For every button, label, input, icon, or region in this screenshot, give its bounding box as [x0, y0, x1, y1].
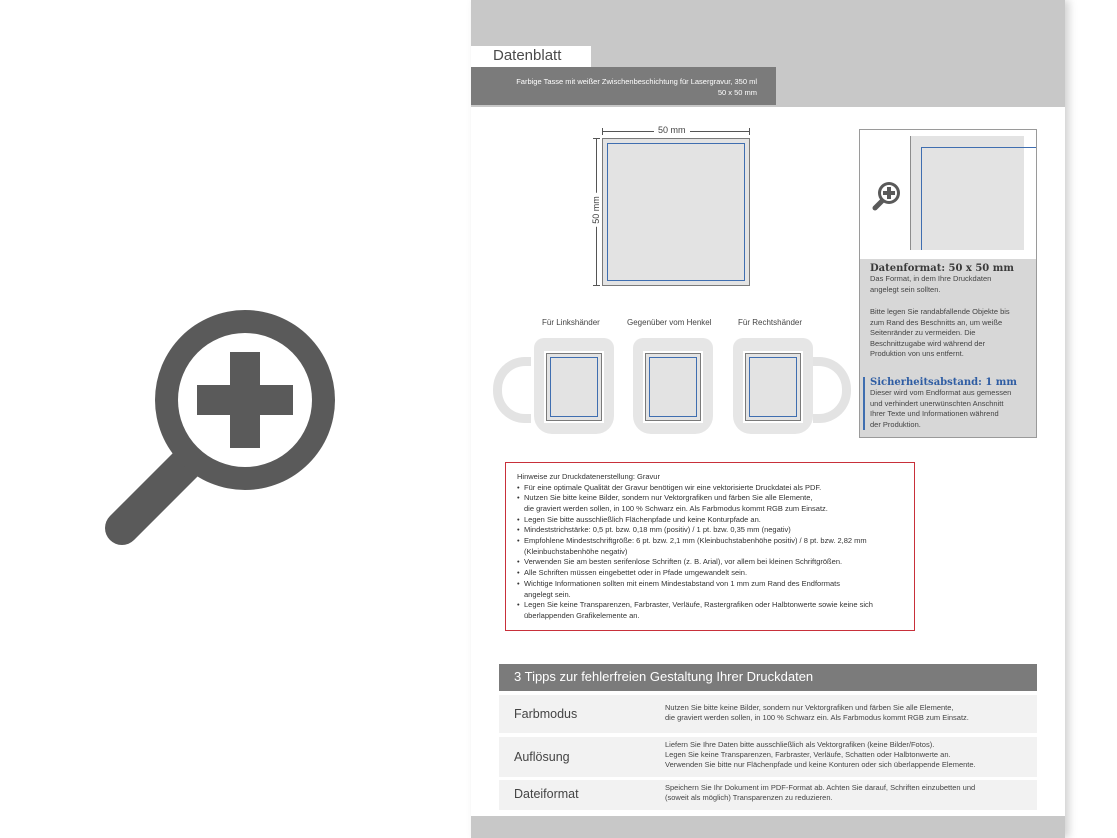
height-dimension-label: 50 mm [591, 193, 601, 227]
hint-item: • Verwenden Sie am besten serifenlose Schriften (z. B. Arial), vor allem bei kleinen Schriftgrößen. [517, 557, 906, 568]
engraving-hints-box [505, 462, 915, 631]
hint-item: • Alle Schriften müssen eingebettet oder in Pfade umgewandelt sein. [517, 568, 906, 579]
tip-label: Farbmodus [514, 707, 578, 721]
width-dimension-label: 50 mm [654, 125, 690, 135]
zoom-in-icon[interactable] [871, 178, 903, 212]
safety-margin-frame [607, 143, 745, 281]
format-corner-preview [860, 130, 1036, 259]
safety-body: Dieser wird vom Endformat aus gemessen und verhindert unerwünschten Anschnitt Ihrer Texte und Informationen während der Produktion. [870, 388, 1012, 429]
mug-print-area [544, 351, 604, 423]
mug-center-label: Gegenüber vom Henkel [627, 318, 712, 327]
hint-item: • Legen Sie bitte ausschließlich Flächenpfade und keine Konturpfade an. [517, 515, 906, 526]
format-heading: Datenformat: 50 x 50 mm [870, 263, 1014, 274]
format-info-panel [859, 129, 1037, 438]
mug-left-handed [534, 338, 614, 434]
tip-text: Nutzen Sie bitte keine Bilder, sondern nur Vektorgrafiken und färben Sie alle Elemente, die graviert werden sollen, in 100 % Schwarz ein. Als Farbmodus kommt RGB zum Einsatz. [665, 703, 969, 722]
tip-row-file-format [499, 780, 1037, 810]
hints-list [517, 483, 906, 622]
hint-item: • Legen Sie keine Transparenzen, Farbraster, Verläufe, Rastergrafiken oder Halbtonwerte sowie keine sich überlappenden Grafikelemente an. [517, 600, 906, 621]
mug-right-label: Für Rechtshänder [738, 318, 803, 327]
zoom-in-icon[interactable] [100, 290, 360, 550]
subtitle-line: 50 x 50 mm [717, 88, 757, 97]
hint-item: • Nutzen Sie bitte keine Bilder, sondern nur Vektorgrafiken und färben Sie alle Elemente, die graviert werden sollen, in 100 % Schwarz ein. Als Farbmodus kommt RGB zum Einsatz. [517, 493, 906, 514]
hint-item: • Empfohlene Mindestschriftgröße: 6 pt. bzw. 2,1 mm (Kleinbuchstabenhöhe positiv) / 8 pt. bzw. 2,82 mm (Kleinbuchstabenhöhe negativ) [517, 536, 906, 557]
page-title: Datenblatt [471, 46, 591, 67]
tip-row-resolution [499, 737, 1037, 777]
safety-heading: Sicherheitsabstand: 1 mm [870, 377, 1017, 388]
mug-print-area [643, 351, 703, 423]
product-subtitle [471, 67, 776, 105]
hint-item: • Für eine optimale Qualität der Gravur benötigen wir eine vektorisierte Druckdatei als PDF. [517, 483, 906, 494]
safety-distance-note [863, 377, 1031, 430]
mug-opposite-handle [633, 338, 713, 434]
tip-text: Speichern Sie Ihr Dokument im PDF-Format ab. Achten Sie darauf, Schriften einzubetten und (soweit als möglich) Transparenzen zu reduzieren. [665, 783, 976, 802]
format-body: Das Format, in dem Ihre Druckdaten angelegt sein sollten. [870, 274, 992, 294]
tip-row-color-mode [499, 695, 1037, 733]
mug-print-area [743, 351, 803, 423]
tips-header: 3 Tipps zur fehlerfreien Gestaltung Ihrer Druckdaten [499, 664, 1037, 691]
tip-label: Dateiformat [514, 787, 579, 801]
mug-left-label: Für Linkshänder [542, 318, 600, 327]
subtitle-line: Farbige Tasse mit weißer Zwischenbeschichtung für Lasergravur, 350 ml [516, 77, 757, 86]
hints-title: Hinweise zur Druckdatenerstellung: Gravur [517, 472, 660, 481]
bleed-body: Bitte legen Sie randabfallende Objekte bis zum Rand des Beschnitts an, um weiße Seitenränder zu vermeiden. Die Beschnittzugabe wird während der Produktion von uns entfernt. [870, 307, 1010, 358]
footer-band [471, 816, 1065, 838]
datasheet-page [471, 0, 1065, 838]
mug-handle-left [493, 357, 531, 423]
hint-item: • Wichtige Informationen sollten mit einem Mindestabstand von 1 mm zum Rand des Endformats angelegt sein. [517, 579, 906, 600]
mug-handle-right [813, 357, 851, 423]
print-format-area [602, 138, 750, 286]
mug-right-handed [733, 338, 813, 434]
format-description [870, 263, 1030, 360]
tip-text: Liefern Sie Ihre Daten bitte ausschließlich als Vektorgrafiken (keine Bilder/Fotos). Legen Sie keine Transparenzen, Farbraster, Verläufe, Schatten oder Halbtonwerte an. Verwenden Sie bitte nur Flächenpfade und keine Konturen oder sich überlappende Elemente. [665, 740, 976, 769]
tip-label: Auflösung [514, 750, 570, 764]
hint-item: • Mindeststrichstärke: 0,5 pt. bzw. 0,18 mm (positiv) / 1 pt. bzw. 0,35 mm (negativ) [517, 525, 906, 536]
